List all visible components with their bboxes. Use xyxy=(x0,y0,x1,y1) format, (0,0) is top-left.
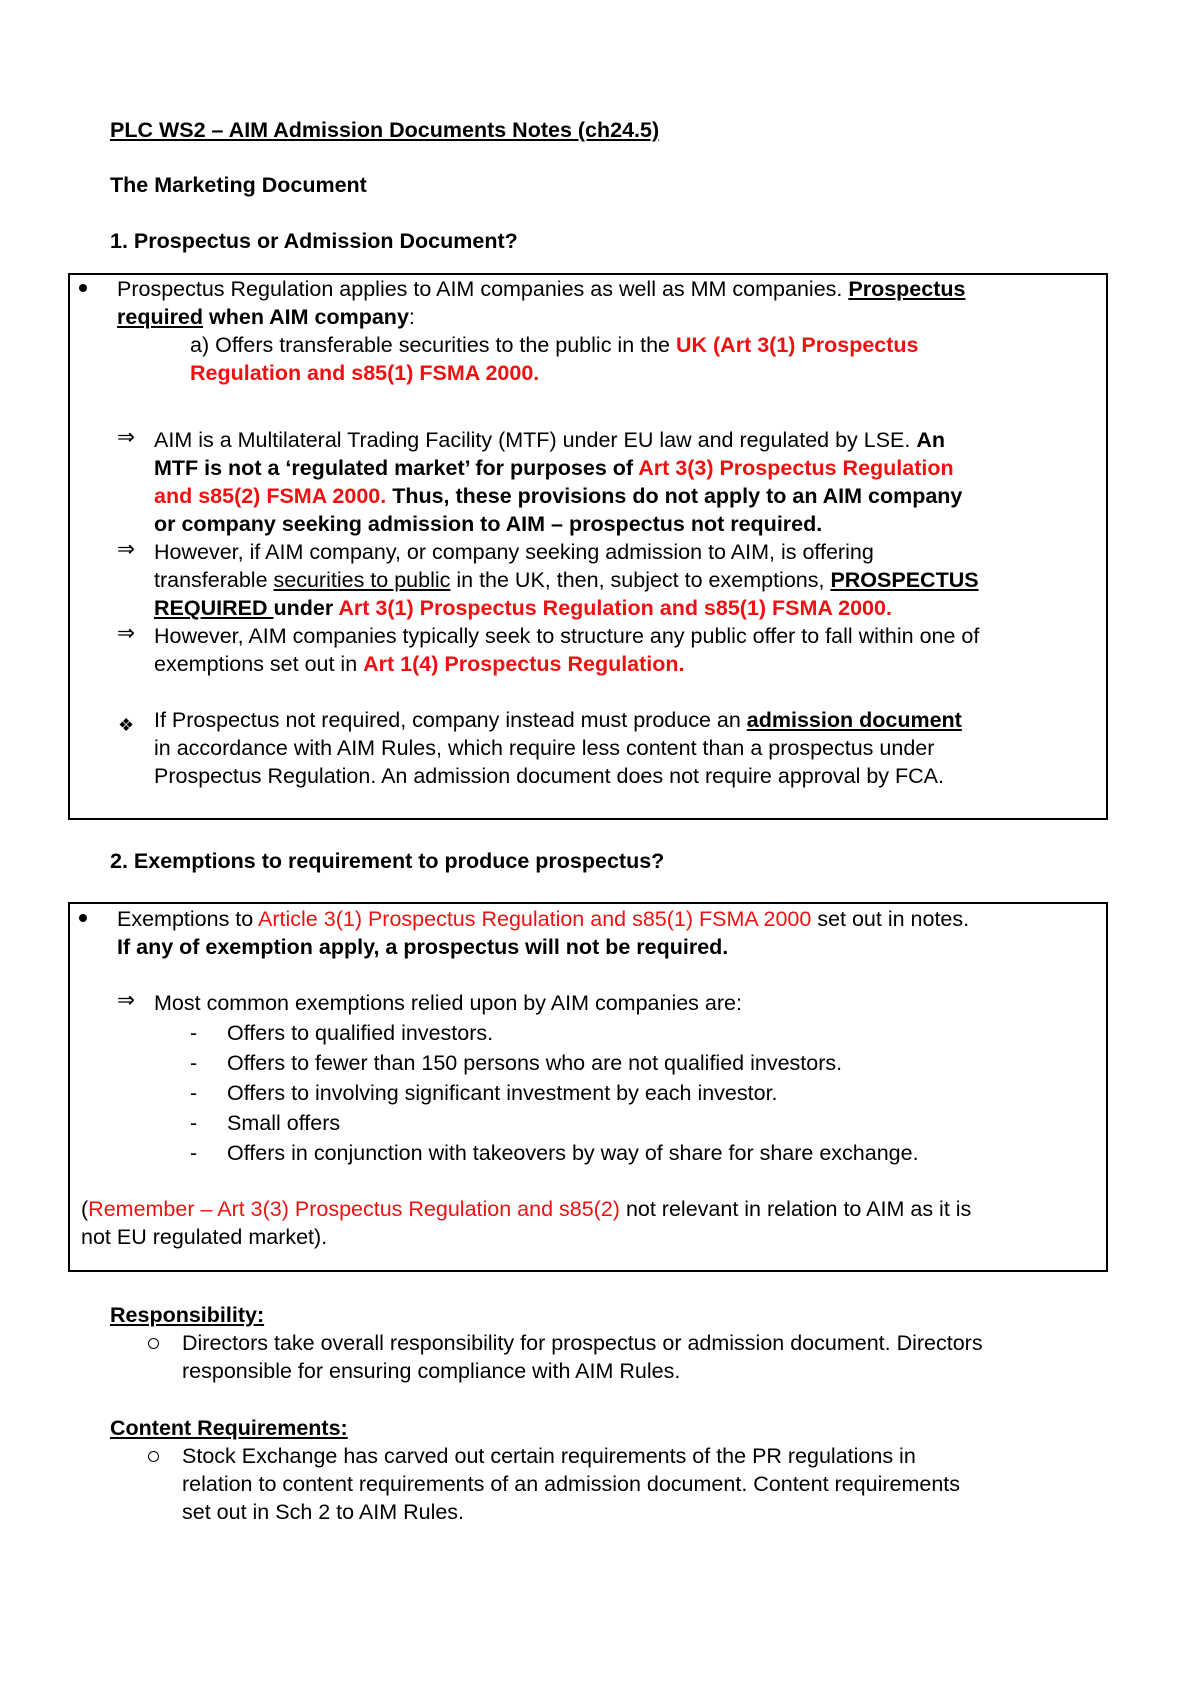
section2-bullet-line1 xyxy=(117,905,969,933)
arrow-reference: Art 1(4) Prospectus Regulation. xyxy=(363,652,685,676)
arrow3-line2 xyxy=(154,650,685,678)
exemption-item: Offers to qualified investors. xyxy=(227,1021,494,1045)
arrow-text: exemptions set out in xyxy=(154,652,364,676)
content-requirements-heading: Content Requirements: xyxy=(110,1416,348,1440)
remember-line1 xyxy=(81,1195,971,1223)
arrow-icon: ⇒ xyxy=(117,988,136,1012)
diamond-line2: in accordance with AIM Rules, which require less content than a prospectus under xyxy=(154,736,935,760)
bullet-emphasis: required xyxy=(117,305,204,329)
arrow1-line1 xyxy=(154,426,945,454)
section2-bullet-line2: If any of exemption apply, a prospectus will not be required. xyxy=(117,935,729,959)
sub-item-reference: UK (Art 3(1) Prospectus xyxy=(676,333,919,357)
exemption-item: Offers to involving significant investment by each investor. xyxy=(227,1081,778,1105)
dash-icon: - xyxy=(190,1051,198,1075)
arrow1-line2 xyxy=(154,454,954,482)
arrow3-line1: However, AIM companies typically seek to structure any public offer to fall within one of xyxy=(154,624,980,648)
section1-bullet-line2 xyxy=(117,303,415,331)
diamond-emphasis: admission document xyxy=(746,708,962,732)
dash-icon: - xyxy=(190,1141,198,1165)
bullet-emphasis: when AIM company xyxy=(203,305,409,329)
arrow-icon: ⇒ xyxy=(117,537,136,561)
responsibility-line1: Directors take overall responsibility for prospectus or admission document. Directors xyxy=(182,1331,983,1355)
arrow-icon: ⇒ xyxy=(117,425,136,449)
document-title: PLC WS2 – AIM Admission Documents Notes (ch24.5) xyxy=(110,118,660,142)
bullet-icon xyxy=(79,284,87,292)
dash-icon: - xyxy=(190,1111,198,1135)
circle-bullet-icon xyxy=(148,1451,159,1462)
content-requirements-line1: Stock Exchange has carved out certain requirements of the PR regulations in xyxy=(182,1444,916,1468)
arrow2-line2 xyxy=(154,566,979,594)
sub-item-a-line2: Regulation and s85(1) FSMA 2000. xyxy=(190,361,540,385)
arrow-emphasis: MTF is not a ‘regulated market’ for purposes of xyxy=(154,456,639,480)
bullet-icon xyxy=(79,914,87,922)
diamond-line1 xyxy=(154,706,962,734)
bullet-text: Exemptions to xyxy=(117,907,259,931)
content-requirements-line3: set out in Sch 2 to AIM Rules. xyxy=(182,1500,465,1524)
responsibility-line2: responsible for ensuring compliance with AIM Rules. xyxy=(182,1359,681,1383)
exemption-item: Small offers xyxy=(227,1111,341,1135)
remember-text: not relevant in relation to AIM as it is xyxy=(619,1197,972,1221)
diamond-line3: Prospectus Regulation. An admission document does not require approval by FCA. xyxy=(154,764,944,788)
arrow-text: AIM is a Multilateral Trading Facility (MTF) under EU law and regulated by LSE. xyxy=(154,428,917,452)
bullet-text: Prospectus Regulation applies to AIM companies as well as MM companies. xyxy=(117,277,849,301)
arrow2-line3 xyxy=(154,594,892,622)
exemption-item: Offers to fewer than 150 persons who are not qualified investors. xyxy=(227,1051,843,1075)
arrow-icon: ⇒ xyxy=(117,621,136,645)
section1-heading: 1. Prospectus or Admission Document? xyxy=(110,229,518,253)
arrow-emphasis: Thus, these provisions do not apply to an AIM company xyxy=(386,484,963,508)
arrow-reference: and s85(2) FSMA 2000. xyxy=(154,484,387,508)
section2-arrow-line: Most common exemptions relied upon by AIM companies are: xyxy=(154,991,742,1015)
circle-bullet-icon xyxy=(148,1338,159,1349)
document-subtitle: The Marketing Document xyxy=(110,173,367,197)
exemption-item: Offers in conjunction with takeovers by way of share for share exchange. xyxy=(227,1141,919,1165)
arrow2-line1: However, if AIM company, or company seeking admission to AIM, is offering xyxy=(154,540,874,564)
bullet-text: : xyxy=(408,305,415,329)
section2-heading: 2. Exemptions to requirement to produce prospectus? xyxy=(110,849,665,873)
arrow1-line4: or company seeking admission to AIM – prospectus not required. xyxy=(154,512,823,536)
arrow-reference: Art 3(3) Prospectus Regulation xyxy=(638,456,954,480)
remember-line2: not EU regulated market). xyxy=(81,1225,328,1249)
arrow-text: in the UK, then, subject to exemptions, xyxy=(450,568,831,592)
diamond-bullet-icon: ❖ xyxy=(118,715,135,735)
bullet-reference: Article 3(1) Prospectus Regulation and s85(1) FSMA 2000 xyxy=(258,907,812,931)
arrow1-line3 xyxy=(154,482,962,510)
arrow-emphasis: An xyxy=(916,428,946,452)
diamond-text: If Prospectus not required, company instead must produce an xyxy=(154,708,747,732)
content-requirements-line2: relation to content requirements of an admission document. Content requirements xyxy=(182,1472,961,1496)
bullet-text: set out in notes. xyxy=(811,907,970,931)
arrow-emphasis: PROSPECTUS xyxy=(830,568,979,592)
arrow-reference: Art 3(1) Prospectus Regulation and s85(1) FSMA 2000. xyxy=(338,596,892,620)
responsibility-heading: Responsibility: xyxy=(110,1303,265,1327)
remember-reference: Remember – Art 3(3) Prospectus Regulation and s85(2) xyxy=(88,1197,620,1221)
arrow-underlined: securities to public xyxy=(273,568,451,592)
arrow-emphasis: under xyxy=(273,596,339,620)
remember-text: ( xyxy=(81,1197,89,1221)
arrow-emphasis: REQUIRED xyxy=(154,596,274,620)
sub-item-text: a) Offers transferable securities to the public in the xyxy=(190,333,676,357)
section1-bullet-line1 xyxy=(117,275,965,303)
dash-icon: - xyxy=(190,1021,198,1045)
sub-item-a-line1 xyxy=(190,331,919,359)
bullet-emphasis: Prospectus xyxy=(848,277,966,301)
dash-icon: - xyxy=(190,1081,198,1105)
arrow-text: transferable xyxy=(154,568,274,592)
